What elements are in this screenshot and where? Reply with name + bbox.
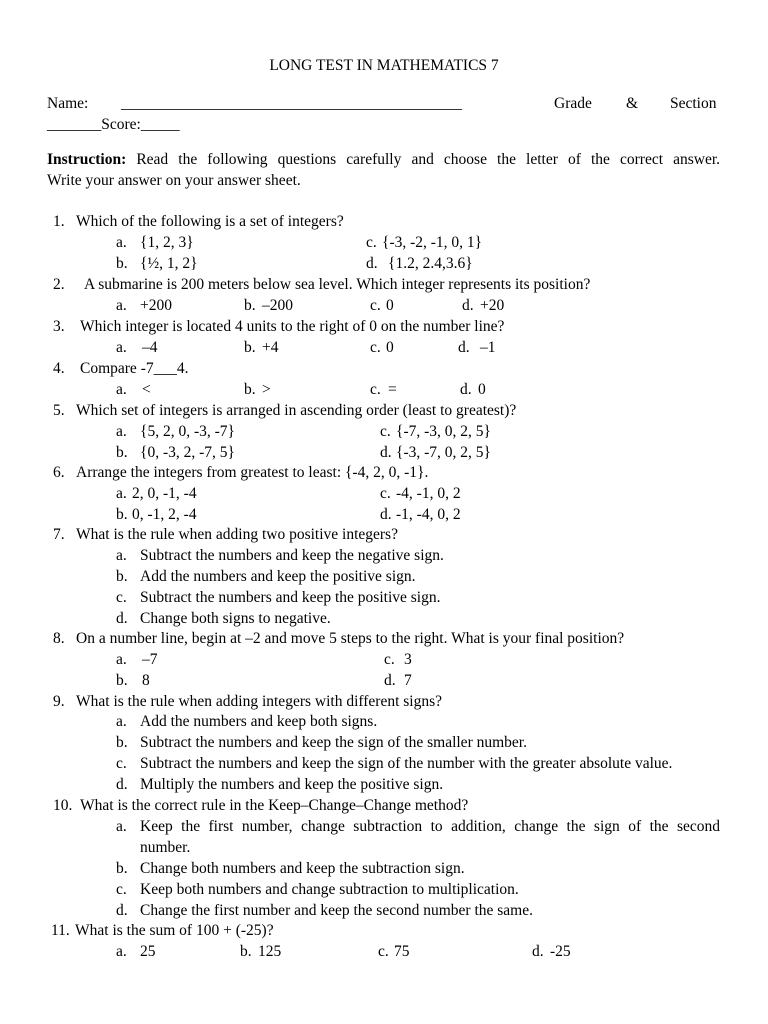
page-title: LONG TEST IN MATHEMATICS 7 xyxy=(269,57,499,74)
question-10-text: What is the correct rule in the Keep–Change–Change method? xyxy=(80,797,469,814)
ampersand: & xyxy=(626,95,639,112)
question-5-number: 5. xyxy=(53,402,65,419)
instruction-line-2: Write your answer on your answer sheet. xyxy=(47,172,301,189)
question-5-text: Which set of integers is arranged in ascending order (least to greatest)? xyxy=(76,402,517,419)
question-1-text: Which of the following is a set of integers? xyxy=(76,213,344,230)
name-label: Name: xyxy=(47,95,89,112)
instruction-label: Instruction: xyxy=(47,151,127,168)
question-7-text: What is the rule when adding two positive integers? xyxy=(76,526,398,543)
test-page: LONG TEST IN MATHEMATICS 7 Name: ____________________________________________ Grade & Section _______Score:_____ Instruction: Read the following questions carefully and choose the letter of the correct answer. Write your answer on your answer sheet. 1. Which of the following is a set of integers? a. {1, 2, 3} c. {-3, -2, -1, 0, 1} b. {½, 1, 2} d. {1.2, 2.4,3.6} 2. A submarine is 200 meters below sea level. Which integer represents its position? a. +200 b. –200 c. 0 d. +20 3. Which integer is located 4 units to the right of 0 on the number line? a. –4 b. +4 c. 0 d. –1 4. Compare -7___4. a. < b. > c. = d. 0 5. Which set of integers is arranged in ascending order (least to greatest)? a. {5, 2, 0, -3, -7} c. {-7, -3, 0, 2, 5} b. {0, -3, 2, -7, 5} d. {-3, -7, 0, 2, 5} 6. Arrange the integers from greatest to least: {-4, 2, 0, -1}. a. 2, 0, -1, -4 c. -4, -1, 0, 2 b. 0, -1, 2, -4 d. -1, -4, 0, 2 7. What is the rule when adding two positive integers? a. Subtract the numbers and keep the negative sign. b. Add the numbers and keep the positive sign. c. Subtract the numbers and keep the positive sign. d. Change both signs to negative. 8. On a number line, begin at –2 and move 5 steps to the right. What is your final position? a. –7 c. 3 b. 8 d. 7 9. What is the rule when adding integers with different signs? a. Add the numbers and keep both signs. b. Subtract the numbers and keep the sign of the smaller number. c. Subtract the numbers and keep the sign of the number with the greater absolute value. d. Multiply the numbers and keep the positive sign. 10. What is the correct rule in the Keep–Change–Change method? a. Keep the first number, change subtraction to addition, change the sign of the second number. b. Change both numbers and keep the subtraction sign. c. Keep both numbers and change subtraction to multiplication. d. Change the first number and keep the second number the same. 11. What is the sum of 100 + (-25)? a. 25 b. 125 c. 75 d. -25 xyxy=(0,0,768,1024)
section-label: Section xyxy=(670,95,717,112)
question-6-number: 6. xyxy=(53,464,65,481)
question-9-text: What is the rule when adding integers with different signs? xyxy=(76,693,443,710)
question-2-text: A submarine is 200 meters below sea level. Which integer represents its position? xyxy=(84,276,591,293)
question-11-text: What is the sum of 100 + (-25)? xyxy=(75,922,274,939)
question-2-number: 2. xyxy=(53,276,65,293)
score-line xyxy=(47,114,180,135)
question-4-text: Compare -7___4. xyxy=(80,360,189,377)
question-8-number: 8. xyxy=(53,630,65,647)
q10-option-a-continued: number. xyxy=(140,839,191,856)
score-label: Score: xyxy=(101,116,141,133)
instruction-text-1: Read the following questions carefully and choose the letter of the correct answer. xyxy=(136,151,721,168)
question-7-number: 7. xyxy=(53,526,65,543)
name-blank: ____________________________________________ xyxy=(121,95,462,112)
score-blank: _____ xyxy=(140,116,180,133)
question-9-number: 9. xyxy=(53,693,65,710)
question-6-text: Arrange the integers from greatest to least: {-4, 2, 0, -1}. xyxy=(76,464,429,481)
question-11-number: 11. xyxy=(51,922,70,939)
section-blank: _______ xyxy=(47,116,102,133)
question-3-text: Which integer is located 4 units to the right of 0 on the number line? xyxy=(80,318,505,335)
question-4-number: 4. xyxy=(53,360,65,377)
question-3-number: 3. xyxy=(53,318,65,335)
question-10-number: 10. xyxy=(53,797,73,814)
instruction-line-1 xyxy=(47,149,720,170)
question-1-number: 1. xyxy=(53,213,65,230)
grade-label: Grade xyxy=(554,95,592,112)
question-8-text: On a number line, begin at –2 and move 5 steps to the right. What is your final position? xyxy=(76,630,625,647)
